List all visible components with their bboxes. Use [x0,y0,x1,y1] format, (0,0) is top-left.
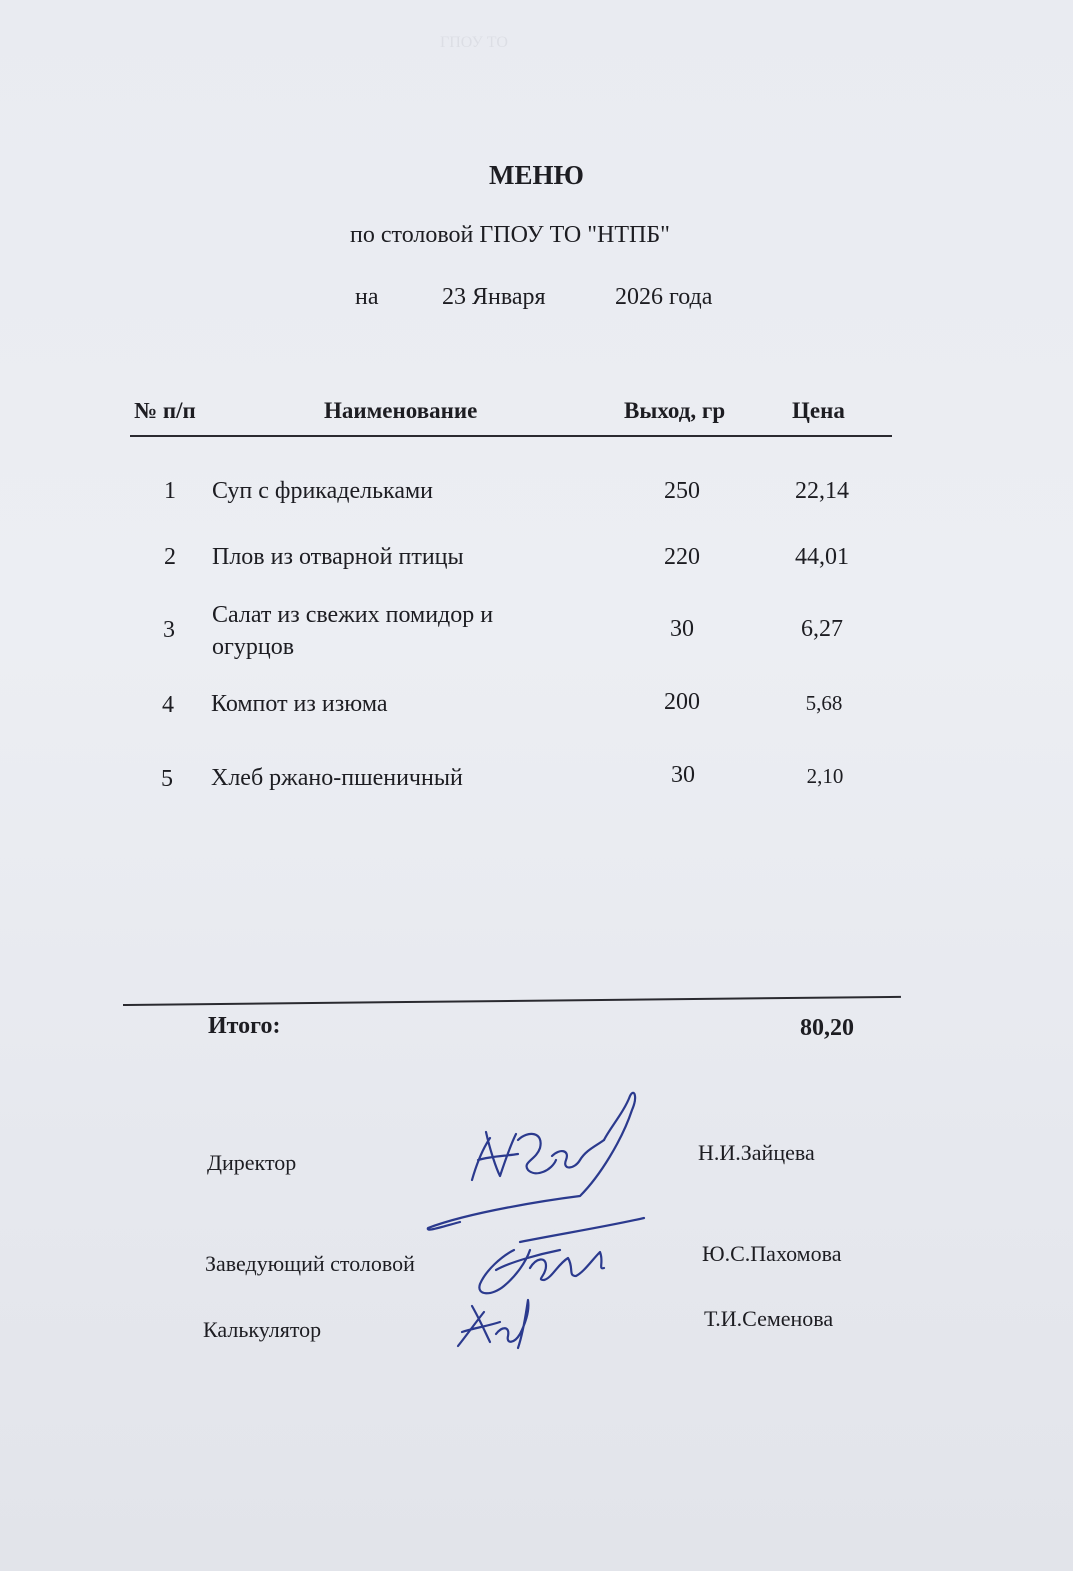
row-2-price: 44,01 [795,544,849,570]
show-through-text: ГПОУ ТО [440,34,508,51]
row-3-yield: 30 [670,616,694,642]
row-5-yield: 30 [671,762,695,788]
signature-name-calculator: Т.И.Семенова [704,1306,834,1331]
row-5-price: 2,10 [806,764,844,788]
row-1-number: 1 [164,478,176,504]
col-header-price: Цена [792,398,845,423]
row-1-price: 22,14 [795,478,849,504]
row-3-price: 6,27 [801,616,843,642]
row-5-name: Хлеб ржано-пшеничный [211,765,463,791]
signature-role-director: Директор [207,1150,297,1175]
row-3-name-line1: Салат из свежих помидор и [212,602,494,628]
row-3-name-line2: огурцов [212,634,295,660]
col-header-number: № п/п [134,398,196,423]
row-2-number: 2 [164,544,176,570]
canteen-subtitle: по столовой ГПОУ ТО "НТПБ" [350,222,670,248]
signature-role-canteen-head: Заведующий столовой [205,1251,415,1276]
date-prefix: на [355,284,379,310]
row-4-name: Компот из изюма [211,691,388,717]
row-2-yield: 220 [664,544,700,570]
total-label: Итого: [208,1013,281,1039]
row-3-number: 3 [163,617,175,643]
signature-role-calculator: Калькулятор [203,1317,322,1342]
date-day-month: 23 Января [442,284,546,310]
col-header-name: Наименование [324,398,478,423]
row-2-name: Плов из отварной птицы [212,544,464,570]
date-year: 2026 года [615,284,713,310]
signature-name-canteen-head: Ю.С.Пахомова [702,1241,842,1266]
row-1-name: Суп с фрикадельками [212,478,434,504]
row-4-number: 4 [162,692,174,718]
total-value: 80,20 [800,1015,854,1041]
col-header-yield: Выход, гр [624,398,726,423]
row-4-price: 5,68 [805,691,843,715]
row-5-number: 5 [161,766,173,792]
signature-name-director: Н.И.Зайцева [698,1140,815,1165]
row-4-yield: 200 [664,689,700,715]
page-title: МЕНЮ [489,160,584,190]
row-1-yield: 250 [664,478,700,504]
